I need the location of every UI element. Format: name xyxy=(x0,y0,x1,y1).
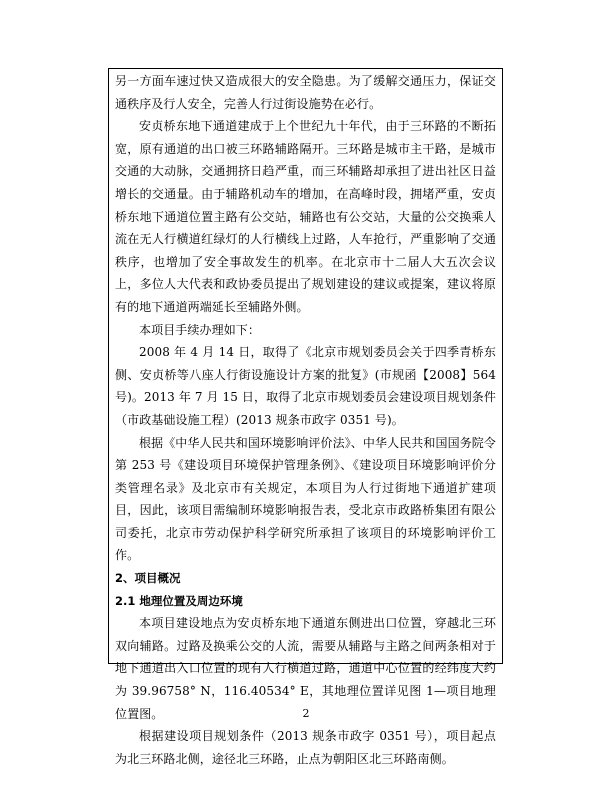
page-number: 2 xyxy=(302,707,310,720)
section-heading-project-overview: 2、项目概况 xyxy=(115,571,181,586)
paragraph-planning-conditions: 根据建设项目规划条件（2013 规条市政字 0351 号），项目起点为北三环路北侧，途径北三环路，止点为朝阳区北三环路南侧。 xyxy=(115,729,496,766)
subsection-heading-location: 2.1 地理位置及周边环境 xyxy=(115,593,243,608)
paragraph-approvals: 2008 年 4 月 14 日，取得了《北京市规划委员会关于四季青桥东侧、安贞桥等八座人行街设施设计方案的批复》(市规函【2008】564 号)。2013 年 7 月 15 日，取得了北京市规划委员会建设项目规划条件（市政基础设施工程）(2013 规条市政字 0351 号)。 xyxy=(115,345,496,427)
content-frame xyxy=(108,68,503,766)
paragraph-legal-basis: 根据《中华人民共和国环境影响评价法》、中华人民共和国国务院令第 253 号《建设项目环境保护管理条例》、《建设项目环境影响评价分类管理名录》及北京市有关规定，本项目为人行过街地下通道扩建项目，因此，该项目需编制环境影响报告表，受北京市政路桥集团有限公司委托，北京市劳动保护科学研究所承担了该项目的环境影响评价工作。 xyxy=(115,435,497,563)
paragraph-continuation: 另一方面车速过快又造成很大的安全隐患。为了缓解交通压力，保证交通秩序及行人安全，完善人行过街设施势在必行。 xyxy=(115,74,496,111)
paragraph-procedures-intro: 本项目手续办理如下： xyxy=(139,322,261,337)
paragraph-background: 安贞桥东地下通道建成于上个世纪九十年代，由于三环路的不断拓宽，原有通道的出口被三环路辅路隔开。三环路是城市主干路，是城市交通的大动脉，交通拥挤日趋严重，而三环辅路却承担了进出社区日益增长的交通量。由于辅路机动车的增加，在高峰时段，拥堵严重，安贞桥东地下通道位置主路有公交站，辅路也有公交站，大量的公交换乘人流在无人行横道红绿灯的人行横线上过路，人车抢行，严重影响了交通秩序，也增加了安全事故发生的机率。在北京市十二届人大五次会议上，多位人大代表和政协委员提出了规划建设的建议或提案，建议将原有的地下通道两端延长至辅路外侧。 xyxy=(115,119,496,314)
paragraph-location: 本项目建设地点为安贞桥东地下通道东侧进出口位置，穿越北三环双向辅路。过路及换乘公交的人流，需要从辅路与主路之间两条相对于地下通道出入口位置的现有人行横道过路，通道中心位置的经纬度大约为 39.96758° N，116.40534° E，其地理位置详见图 1—项目地理位置图。 xyxy=(115,616,496,721)
